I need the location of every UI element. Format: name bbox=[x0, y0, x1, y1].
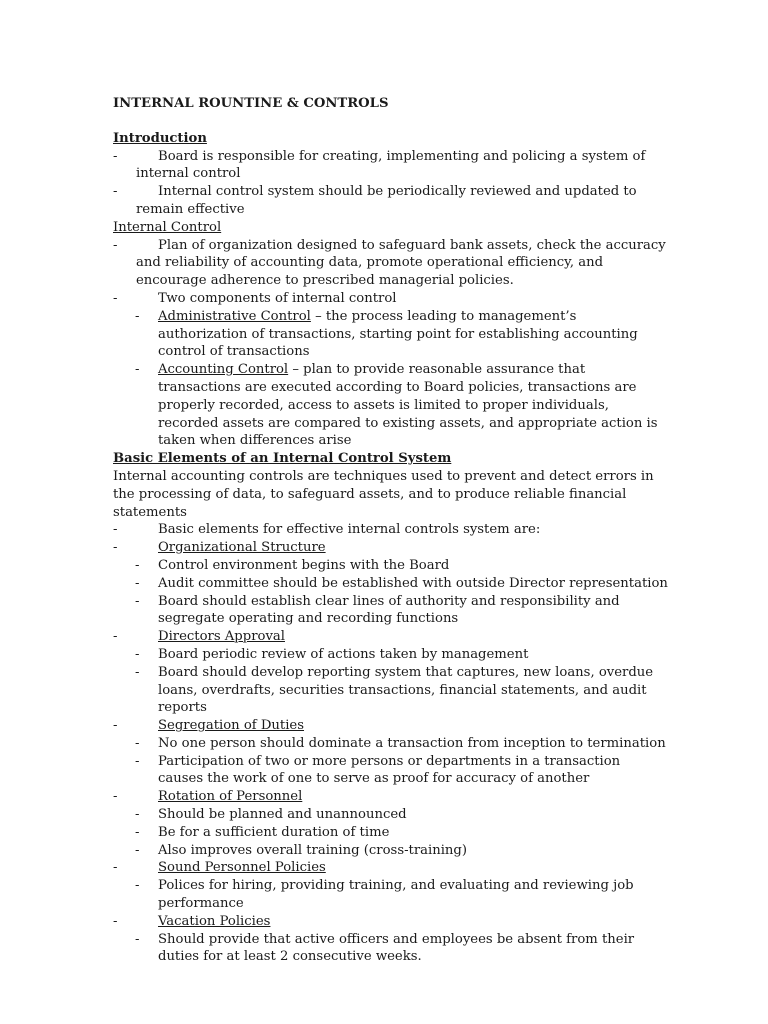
element-heading-label: Sound Personnel Policies bbox=[158, 860, 326, 876]
list-dash: - bbox=[113, 290, 118, 306]
sub-list-item bbox=[113, 753, 668, 789]
list-item bbox=[113, 290, 668, 308]
list-item bbox=[113, 183, 668, 219]
element-heading-item bbox=[113, 788, 668, 806]
sub-item-text: Should provide that active officers and employees be absent from their duties for at least 2 consecutive weeks. bbox=[158, 931, 635, 965]
list-item bbox=[113, 237, 668, 290]
sub-item-text: Board should establish clear lines of authority and responsibility and segregate operating and recording functions bbox=[158, 593, 620, 627]
list-dash: - bbox=[135, 878, 140, 894]
sub-list-item bbox=[113, 806, 668, 824]
sub-list-item bbox=[113, 664, 668, 717]
element-heading-item bbox=[113, 913, 668, 931]
list-dash: - bbox=[113, 789, 118, 805]
list-item-text: Basic elements for effective internal controls system are: bbox=[158, 522, 541, 538]
sub-list-item bbox=[113, 593, 668, 629]
sub-item-label: Administrative Control bbox=[158, 308, 311, 324]
list-dash: - bbox=[135, 824, 140, 840]
sub-item-text: – the process leading to management’s authorization of transactions, starting point for establishing accounting control of transactions bbox=[158, 308, 638, 360]
list-dash: - bbox=[113, 540, 118, 556]
element-heading-label: Directors Approval bbox=[158, 629, 285, 645]
list-dash: - bbox=[113, 718, 118, 734]
sub-list-item bbox=[113, 361, 668, 450]
sub-item-text: Participation of two or more persons or departments in a transaction causes the work of one to serve as proof for accuracy of another bbox=[158, 753, 621, 787]
sub-item-text: Board should develop reporting system that captures, new loans, overdue loans, overdrafts, securities transactions, financial statements, and audit reports bbox=[158, 664, 654, 716]
list-dash: - bbox=[113, 860, 118, 876]
list-dash: - bbox=[135, 308, 140, 324]
sub-item-body bbox=[158, 309, 638, 360]
sub-list-item bbox=[113, 842, 668, 860]
sub-list-item bbox=[113, 646, 668, 664]
element-heading-item bbox=[113, 539, 668, 557]
sub-item-label: Accounting Control bbox=[158, 362, 289, 378]
list-dash: - bbox=[113, 522, 118, 538]
list-dash: - bbox=[135, 735, 140, 751]
list-item bbox=[113, 148, 668, 184]
sub-item-text: Board periodic review of actions taken by management bbox=[158, 646, 529, 662]
sub-item-text: Control environment begins with the Board bbox=[158, 557, 450, 573]
list-dash: - bbox=[113, 913, 118, 929]
sub-item-text: Polices for hiring, providing training, and evaluating and reviewing job performance bbox=[158, 878, 634, 912]
elements-list bbox=[113, 539, 668, 966]
sub-list-item bbox=[113, 575, 668, 593]
element-heading-item bbox=[113, 717, 668, 735]
list-dash: - bbox=[113, 237, 118, 253]
list-item-text: Board is responsible for creating, implementing and policing a system of internal control bbox=[136, 148, 646, 182]
list-item-text: Internal control system should be periodically reviewed and updated to remain effective bbox=[136, 184, 637, 217]
list-dash: - bbox=[135, 362, 140, 378]
list-dash: - bbox=[135, 664, 140, 680]
document-title: INTERNAL ROUNTINE & CONTROLS bbox=[113, 96, 389, 111]
list-dash: - bbox=[113, 629, 118, 645]
element-heading-label: Rotation of Personnel bbox=[158, 789, 303, 805]
sub-item-body bbox=[158, 362, 658, 448]
element-heading-label: Vacation Policies bbox=[158, 913, 271, 929]
sub-list-item bbox=[113, 557, 668, 575]
sub-item-text: Should be planned and unannounced bbox=[158, 807, 407, 823]
sub-list-item bbox=[113, 308, 668, 361]
section-heading-basic-elements: Basic Elements of an Internal Control System bbox=[113, 451, 452, 467]
list-dash: - bbox=[135, 753, 140, 769]
list-dash: - bbox=[113, 184, 118, 200]
sub-item-text: – plan to provide reasonable assurance that transactions are executed according to Board policies, transactions are properly recorded, access to assets is limited to proper individuals, recorded assets are compared to existing assets, and appropriate action is taken when differences arise bbox=[158, 362, 658, 449]
element-heading-item bbox=[113, 628, 668, 646]
body-paragraph: Internal accounting controls are techniques used to prevent and detect errors in the processing of data, to safeguard assets, and to produce reliable financial statements bbox=[113, 468, 654, 520]
list-dash: - bbox=[135, 807, 140, 823]
sub-list-item bbox=[113, 735, 668, 753]
sub-item-text: No one person should dominate a transaction from inception to termination bbox=[158, 735, 666, 751]
list-dash: - bbox=[135, 842, 140, 858]
sub-item-text: Also improves overall training (cross-training) bbox=[158, 842, 468, 858]
list-item bbox=[113, 521, 668, 539]
list-dash: - bbox=[135, 575, 140, 591]
sub-item-text: Be for a sufficient duration of time bbox=[158, 824, 390, 840]
list-item-text: Plan of organization designed to safeguard bank assets, check the accuracy and reliability of accounting data, promote operational efficiency, and encourage adherence to prescribed managerial policies. bbox=[136, 237, 666, 289]
list-dash: - bbox=[135, 593, 140, 609]
element-heading-item bbox=[113, 859, 668, 877]
sub-list-item bbox=[113, 877, 668, 913]
element-heading-label: Organizational Structure bbox=[158, 540, 326, 556]
element-heading-label: Segregation of Duties bbox=[158, 718, 305, 734]
list-dash: - bbox=[135, 646, 140, 662]
sub-list-item bbox=[113, 824, 668, 842]
sub-item-text: Audit committee should be established with outside Director representation bbox=[158, 575, 668, 591]
list-item-text: Two components of internal control bbox=[158, 290, 397, 306]
list-dash: - bbox=[135, 557, 140, 573]
list-dash: - bbox=[135, 931, 140, 947]
list-dash: - bbox=[113, 148, 118, 164]
section-heading-internal-control: Internal Control bbox=[113, 219, 222, 235]
sub-list-item bbox=[113, 931, 668, 967]
section-heading-introduction: Introduction bbox=[113, 130, 207, 146]
